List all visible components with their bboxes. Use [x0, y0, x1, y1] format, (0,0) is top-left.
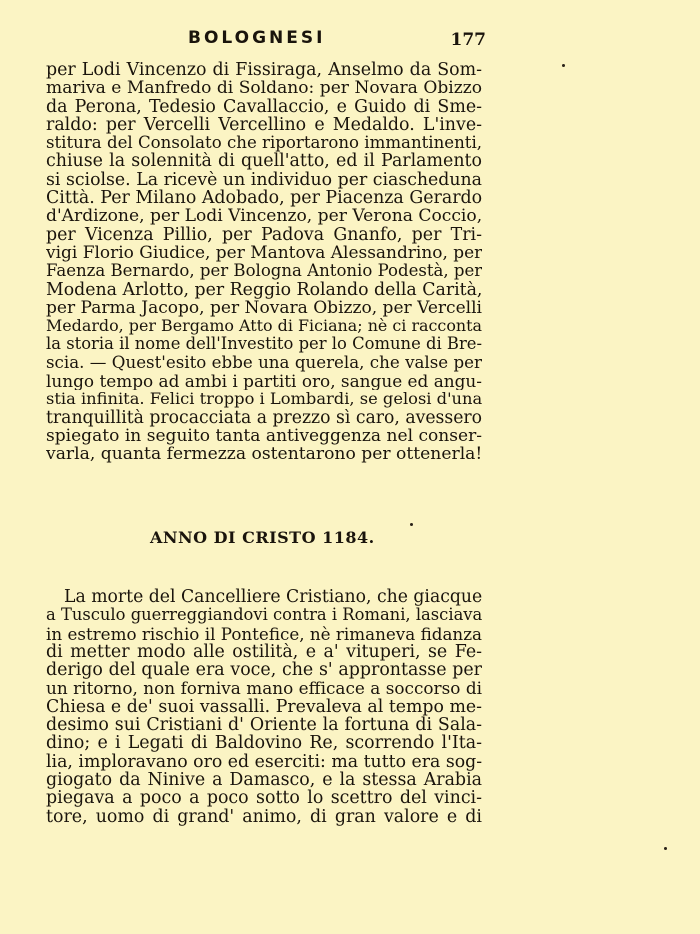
text-line: lia, imploravano oro ed eserciti: ma tutto era sog-	[46, 752, 482, 771]
text-line: chiuse la solennità di quell'atto, ed il Parlamento	[46, 152, 482, 171]
text-line: Medardo, per Bergamo Atto di Ficiana; nè ci racconta	[46, 317, 482, 336]
text-line: Chiesa e de' suoi vassalli. Prevaleva al tempo me-	[46, 697, 482, 717]
text-line: scia. — Quest'esito ebbe una querela, che valse per	[46, 353, 482, 372]
text-line: raldo: per Vercelli Vercellino e Medaldo. L'inve-	[46, 115, 482, 135]
text-line: giogato da Ninive a Damasco, e la stessa Arabia	[46, 770, 482, 790]
paragraph-2	[46, 588, 482, 826]
text-line: spiegato in seguito tanta antiveggenza nel conser-	[46, 426, 482, 446]
text-line: per Parma Jacopo, per Novara Obizzo, per Vercelli	[46, 298, 482, 318]
text-line: dino; e i Legati di Baldovino Re, scorrendo l'Ita-	[46, 734, 482, 753]
text-line: stia infinita. Felici troppo i Lombardi, se gelosi d'una	[46, 390, 482, 409]
text-line: un ritorno, non forniva mano efficace a soccorso di	[46, 679, 482, 698]
paper-speck	[410, 523, 413, 526]
text-line: varla, quanta fermezza ostentarono per ottenerla!	[46, 445, 482, 464]
text-line: mariva e Manfredo di Soldano: per Novara Obizzo	[46, 79, 482, 98]
text-line: tore, uomo di grand' animo, di gran valore e di	[46, 807, 482, 826]
text-line: tranquillità procacciata a prezzo sì caro, avessero	[46, 408, 482, 427]
text-line: piegava a poco a poco sotto lo scettro del vinci-	[46, 789, 482, 808]
paper-speck	[664, 847, 667, 850]
text-line: stitura del Consolato che riportarono immantinenti,	[46, 134, 482, 153]
text-line: derigo del quale era voce, che s' approntasse per	[46, 661, 482, 680]
text-line: lungo tempo ad ambi i partiti oro, sangue ed angu-	[46, 372, 482, 391]
text-line: in estremo rischio il Pontefice, nè rimaneva fidanza	[46, 624, 482, 643]
text-line: la storia il nome dell'Investito per lo Comune di Bre-	[46, 335, 482, 354]
text-line: Faenza Bernardo, per Bologna Antonio Podestà, per	[46, 262, 482, 281]
page-number: 177	[450, 30, 486, 50]
paper-speck	[562, 64, 565, 67]
text-line: si sciolse. La ricevè un individuo per ciascheduna	[46, 170, 482, 190]
page-header	[46, 28, 486, 58]
text-line: desimo sui Cristiani d' Oriente la fortuna di Sala-	[46, 716, 482, 735]
section-heading: ANNO DI CRISTO 1184.	[150, 528, 375, 547]
text-line: per Lodi Vincenzo di Fissiraga, Anselmo da Som-	[46, 61, 482, 80]
text-line: vigi Florio Giudice, per Mantova Alessandrino, per	[46, 243, 482, 263]
text-line: Città. Per Milano Adobado, per Piacenza Gerardo	[46, 189, 482, 208]
text-line: di metter modo alle ostilità, e a' vituperi, se Fe-	[46, 642, 482, 662]
text-line: da Perona, Tedesio Cavallaccio, e Guido di Sme-	[46, 97, 482, 116]
paragraph-1	[46, 61, 482, 464]
text-line: La morte del Cancelliere Cristiano, che giacque	[64, 588, 482, 607]
text-line: a Tusculo guerreggiandovi contra i Romani, lasciava	[46, 606, 482, 625]
running-title: BOLOGNESI	[188, 28, 326, 48]
text-line: d'Ardizone, per Lodi Vincenzo, per Verona Coccio,	[46, 207, 482, 226]
text-line: per Vicenza Pillio, per Padova Gnanfo, per Tri-	[46, 225, 482, 244]
text-line: Modena Arlotto, per Reggio Rolando della Carità,	[46, 280, 482, 299]
